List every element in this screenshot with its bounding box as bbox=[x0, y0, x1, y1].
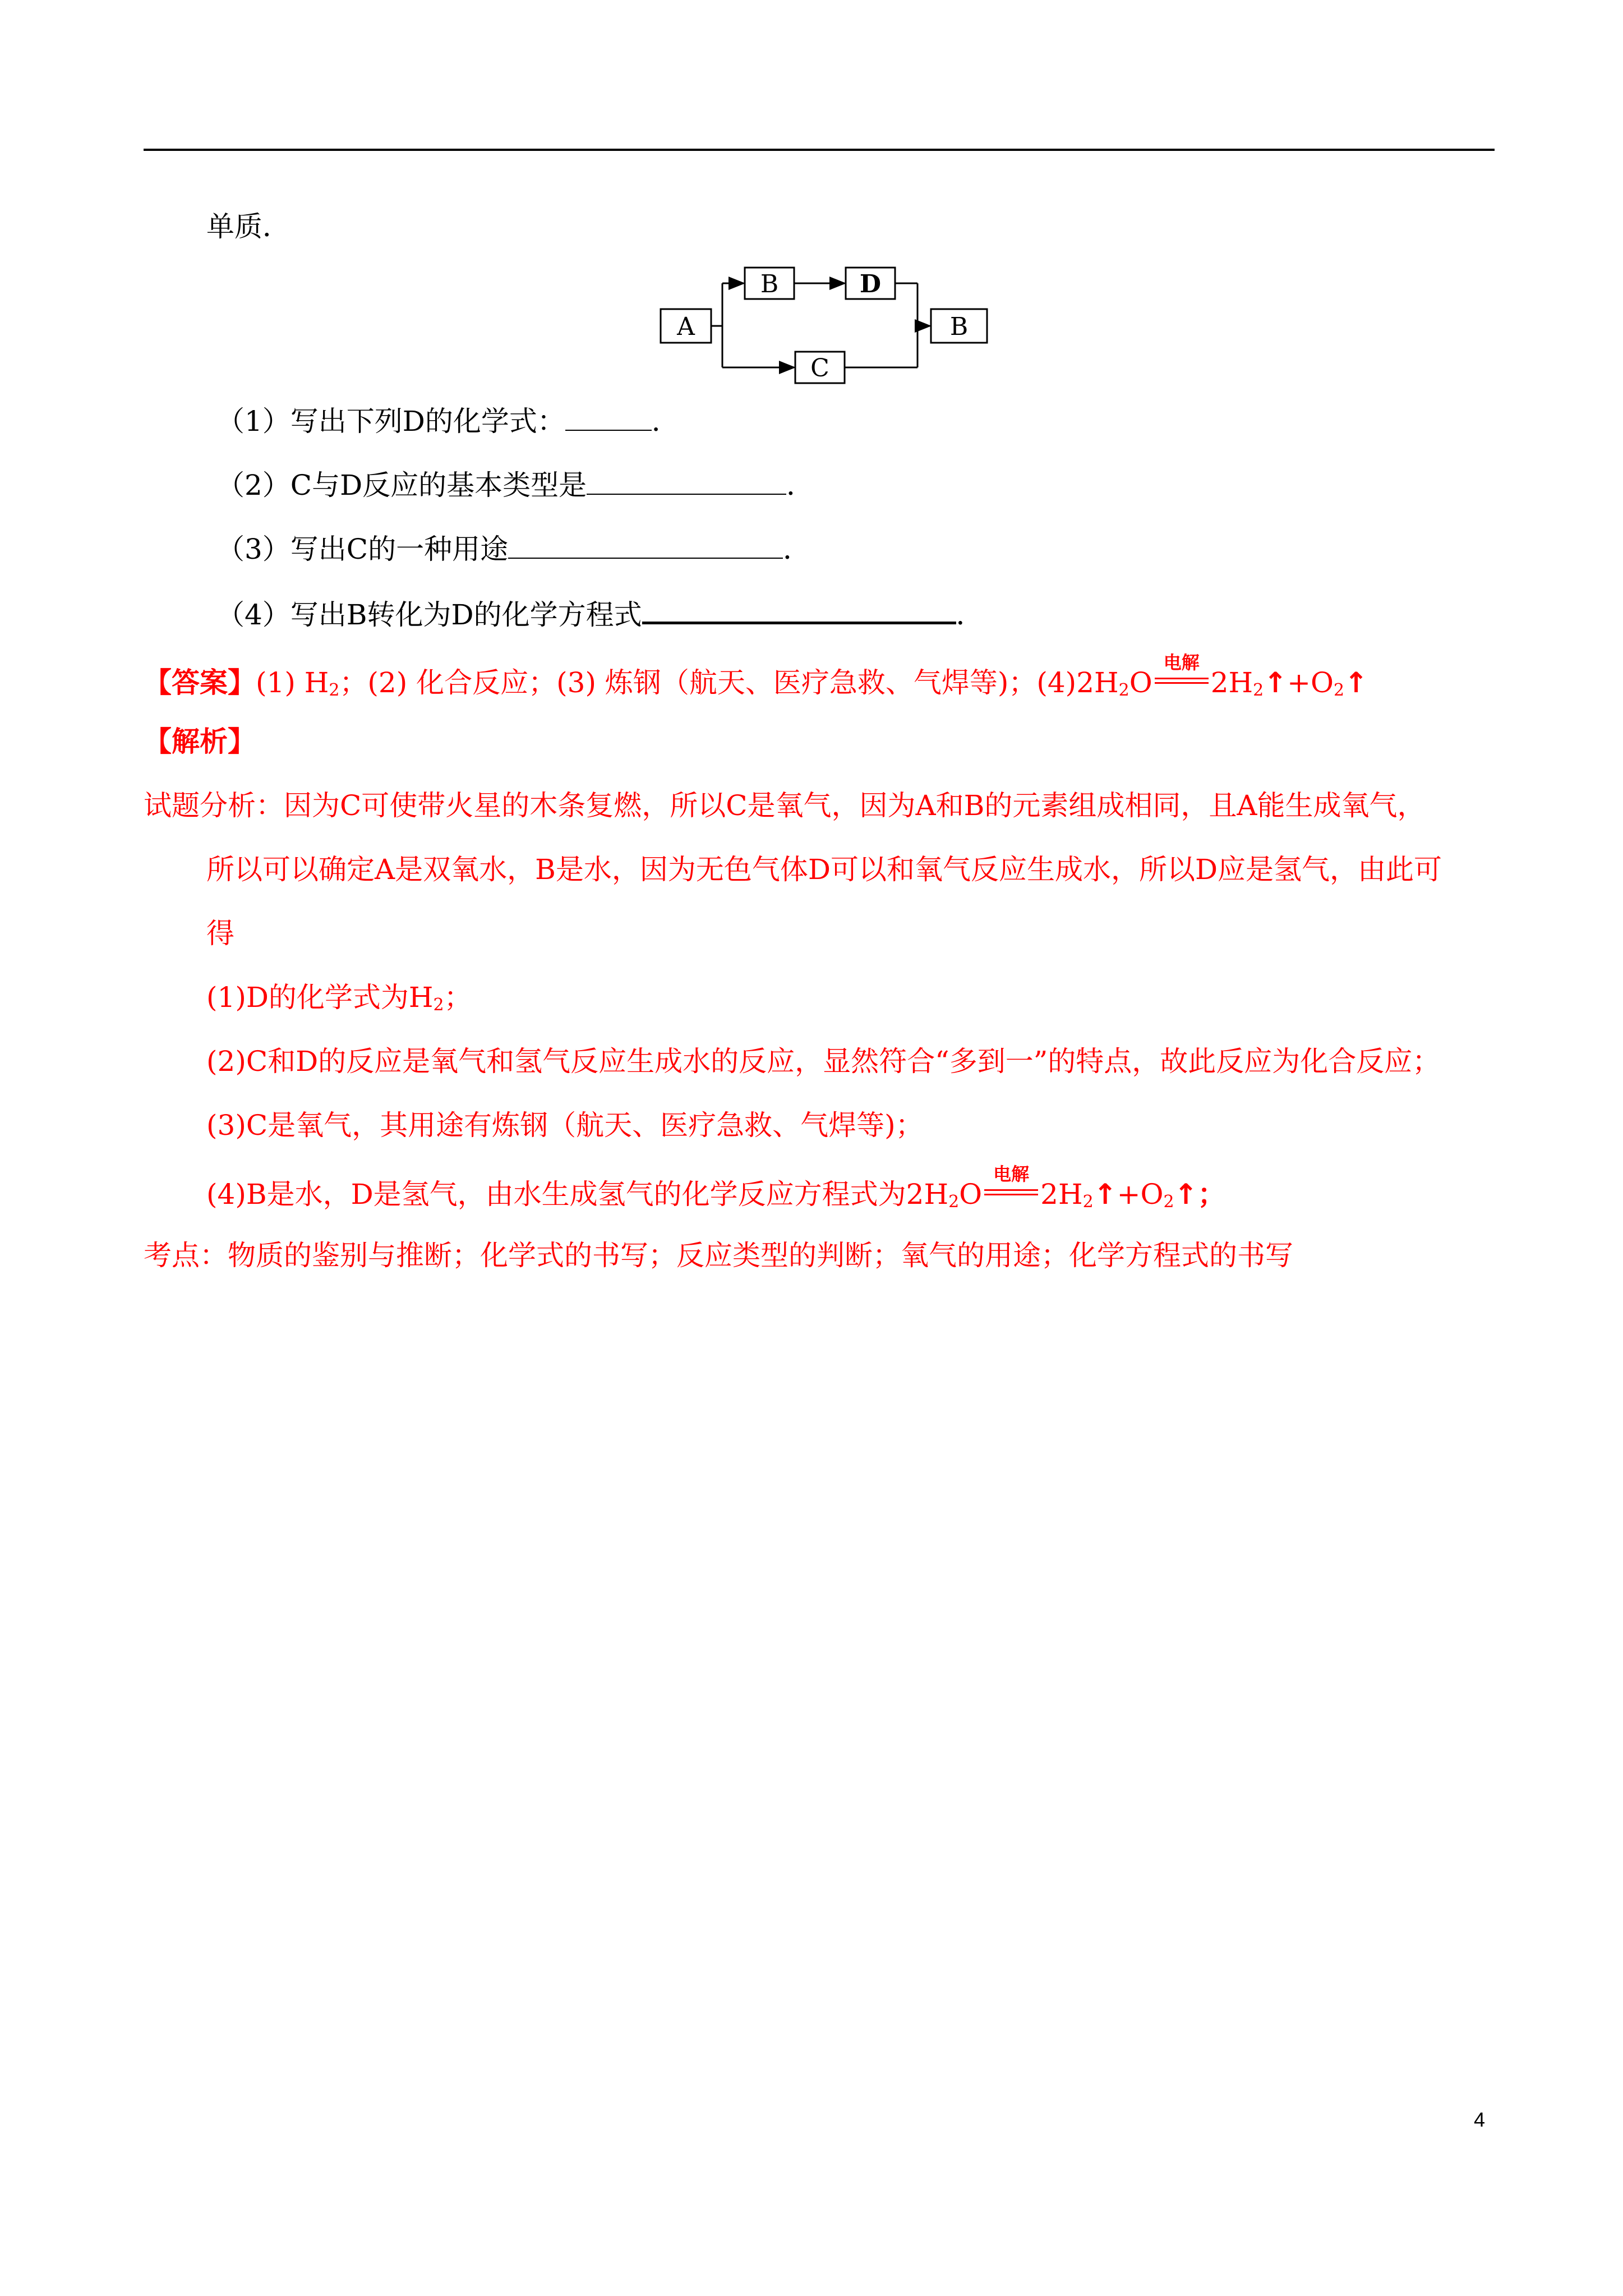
condition-label: 电解 bbox=[993, 1163, 1030, 1185]
answer-blank-3 bbox=[508, 531, 783, 559]
flow-diagram bbox=[651, 261, 998, 390]
analysis-item-4-sub2: 2 bbox=[1082, 1192, 1094, 1212]
analysis-item-1-end: ； bbox=[444, 981, 472, 1014]
node-b-right-label: B bbox=[949, 312, 969, 341]
question-4 bbox=[216, 595, 984, 633]
answer-sub-2: 2 bbox=[1118, 680, 1129, 700]
question-3-text: （3）写出C的一种用途 bbox=[216, 533, 509, 565]
node-c-label: C bbox=[810, 354, 829, 383]
analysis-item-3: (3)C是氧气，其用途有炼钢（航天、医疗急救、气焊等)； bbox=[206, 1109, 924, 1142]
analysis-label: 【解析】 bbox=[144, 725, 256, 758]
answer-plus: +O bbox=[1287, 666, 1334, 699]
answer-sub-3: 2 bbox=[1253, 680, 1264, 700]
kaodian-line: 考点：物质的鉴别与推断；化学式的书写；反应类型的判断；氧气的用途；化学方程式的书写 bbox=[144, 1239, 1293, 1272]
answer-water-o: O bbox=[1129, 666, 1152, 699]
question-4-text: （4）写出B转化为D的化学方程式 bbox=[216, 599, 642, 631]
analysis-item-1-text: (1)D的化学式为H bbox=[206, 981, 434, 1014]
node-d-label: D bbox=[859, 270, 882, 298]
analysis-item-4-o: O bbox=[959, 1178, 983, 1211]
page-number: 4 bbox=[1474, 2108, 1486, 2131]
analysis-item-4-text: (4)B是水，D是氢气，由水生成氢气的化学反应方程式为2H bbox=[206, 1178, 949, 1211]
question-3 bbox=[216, 531, 811, 567]
intro-text: 单质． bbox=[206, 210, 291, 243]
node-b-top-label: B bbox=[760, 270, 779, 298]
analysis-item-4-sub: 2 bbox=[948, 1192, 960, 1212]
answer-blank-1 bbox=[565, 403, 652, 431]
analysis-line-3: 得 bbox=[206, 917, 234, 950]
flow-diagram-svg bbox=[651, 261, 998, 390]
analysis-item-4-sub3: 2 bbox=[1163, 1192, 1174, 1212]
question-1 bbox=[216, 403, 680, 439]
condition-label: 电解 bbox=[1163, 652, 1200, 673]
gas-arrow-icon: ↑ bbox=[1344, 666, 1368, 699]
reaction-condition bbox=[1155, 652, 1209, 694]
analysis-item-1 bbox=[206, 979, 472, 1015]
analysis-item-4-product: 2H bbox=[1040, 1178, 1083, 1211]
node-a-label: A bbox=[677, 312, 695, 341]
header-rule bbox=[144, 149, 1495, 151]
answer-sub-4: 2 bbox=[1334, 680, 1345, 700]
answer-sub-1: 2 bbox=[329, 680, 340, 700]
analysis-line-2: 所以可以确定A是双氧水，B是水，因为无色气体D可以和氧气反应生成水，所以D应是氢气，由此可 bbox=[206, 853, 1442, 886]
gas-arrow-icon: ↑ bbox=[1093, 1178, 1117, 1211]
question-2-end: ． bbox=[786, 469, 815, 501]
question-3-end: ． bbox=[783, 533, 811, 565]
question-2-text: （2）C与D反应的基本类型是 bbox=[216, 469, 587, 501]
analysis-item-2: (2)C和D的反应是氧气和氢气反应生成水的反应，显然符合“多到一”的特点，故此反应为化合反应； bbox=[206, 1045, 1441, 1078]
analysis-line-1: 试题分析：因为C可使带火星的木条复燃，所以C是氧气，因为A和B的元素组成相同，且A能生成氧气， bbox=[144, 789, 1426, 822]
analysis-item-1-sub: 2 bbox=[433, 995, 444, 1015]
reaction-condition bbox=[984, 1163, 1038, 1206]
answer-blank-4 bbox=[642, 595, 956, 624]
answer-blank-2 bbox=[587, 467, 786, 495]
answer-product-1: 2H bbox=[1210, 666, 1253, 699]
analysis-item-4 bbox=[206, 1163, 1226, 1212]
question-1-end: ． bbox=[651, 405, 680, 438]
question-4-end: ． bbox=[956, 599, 984, 631]
answer-text-1: (1) H bbox=[256, 666, 329, 699]
question-1-text: （1）写出下列D的化学式： bbox=[216, 405, 565, 438]
answer-line bbox=[144, 652, 1368, 701]
gas-arrow-icon: ↑； bbox=[1174, 1178, 1226, 1211]
gas-arrow-icon: ↑ bbox=[1264, 666, 1288, 699]
answer-label: 【答案】 bbox=[144, 666, 256, 699]
question-2 bbox=[216, 467, 814, 503]
analysis-item-4-plus: +O bbox=[1117, 1178, 1164, 1211]
answer-text-2: ；(2) 化合反应；(3) 炼钢（航天、医疗急救、气焊等)；(4)2H bbox=[339, 666, 1119, 699]
